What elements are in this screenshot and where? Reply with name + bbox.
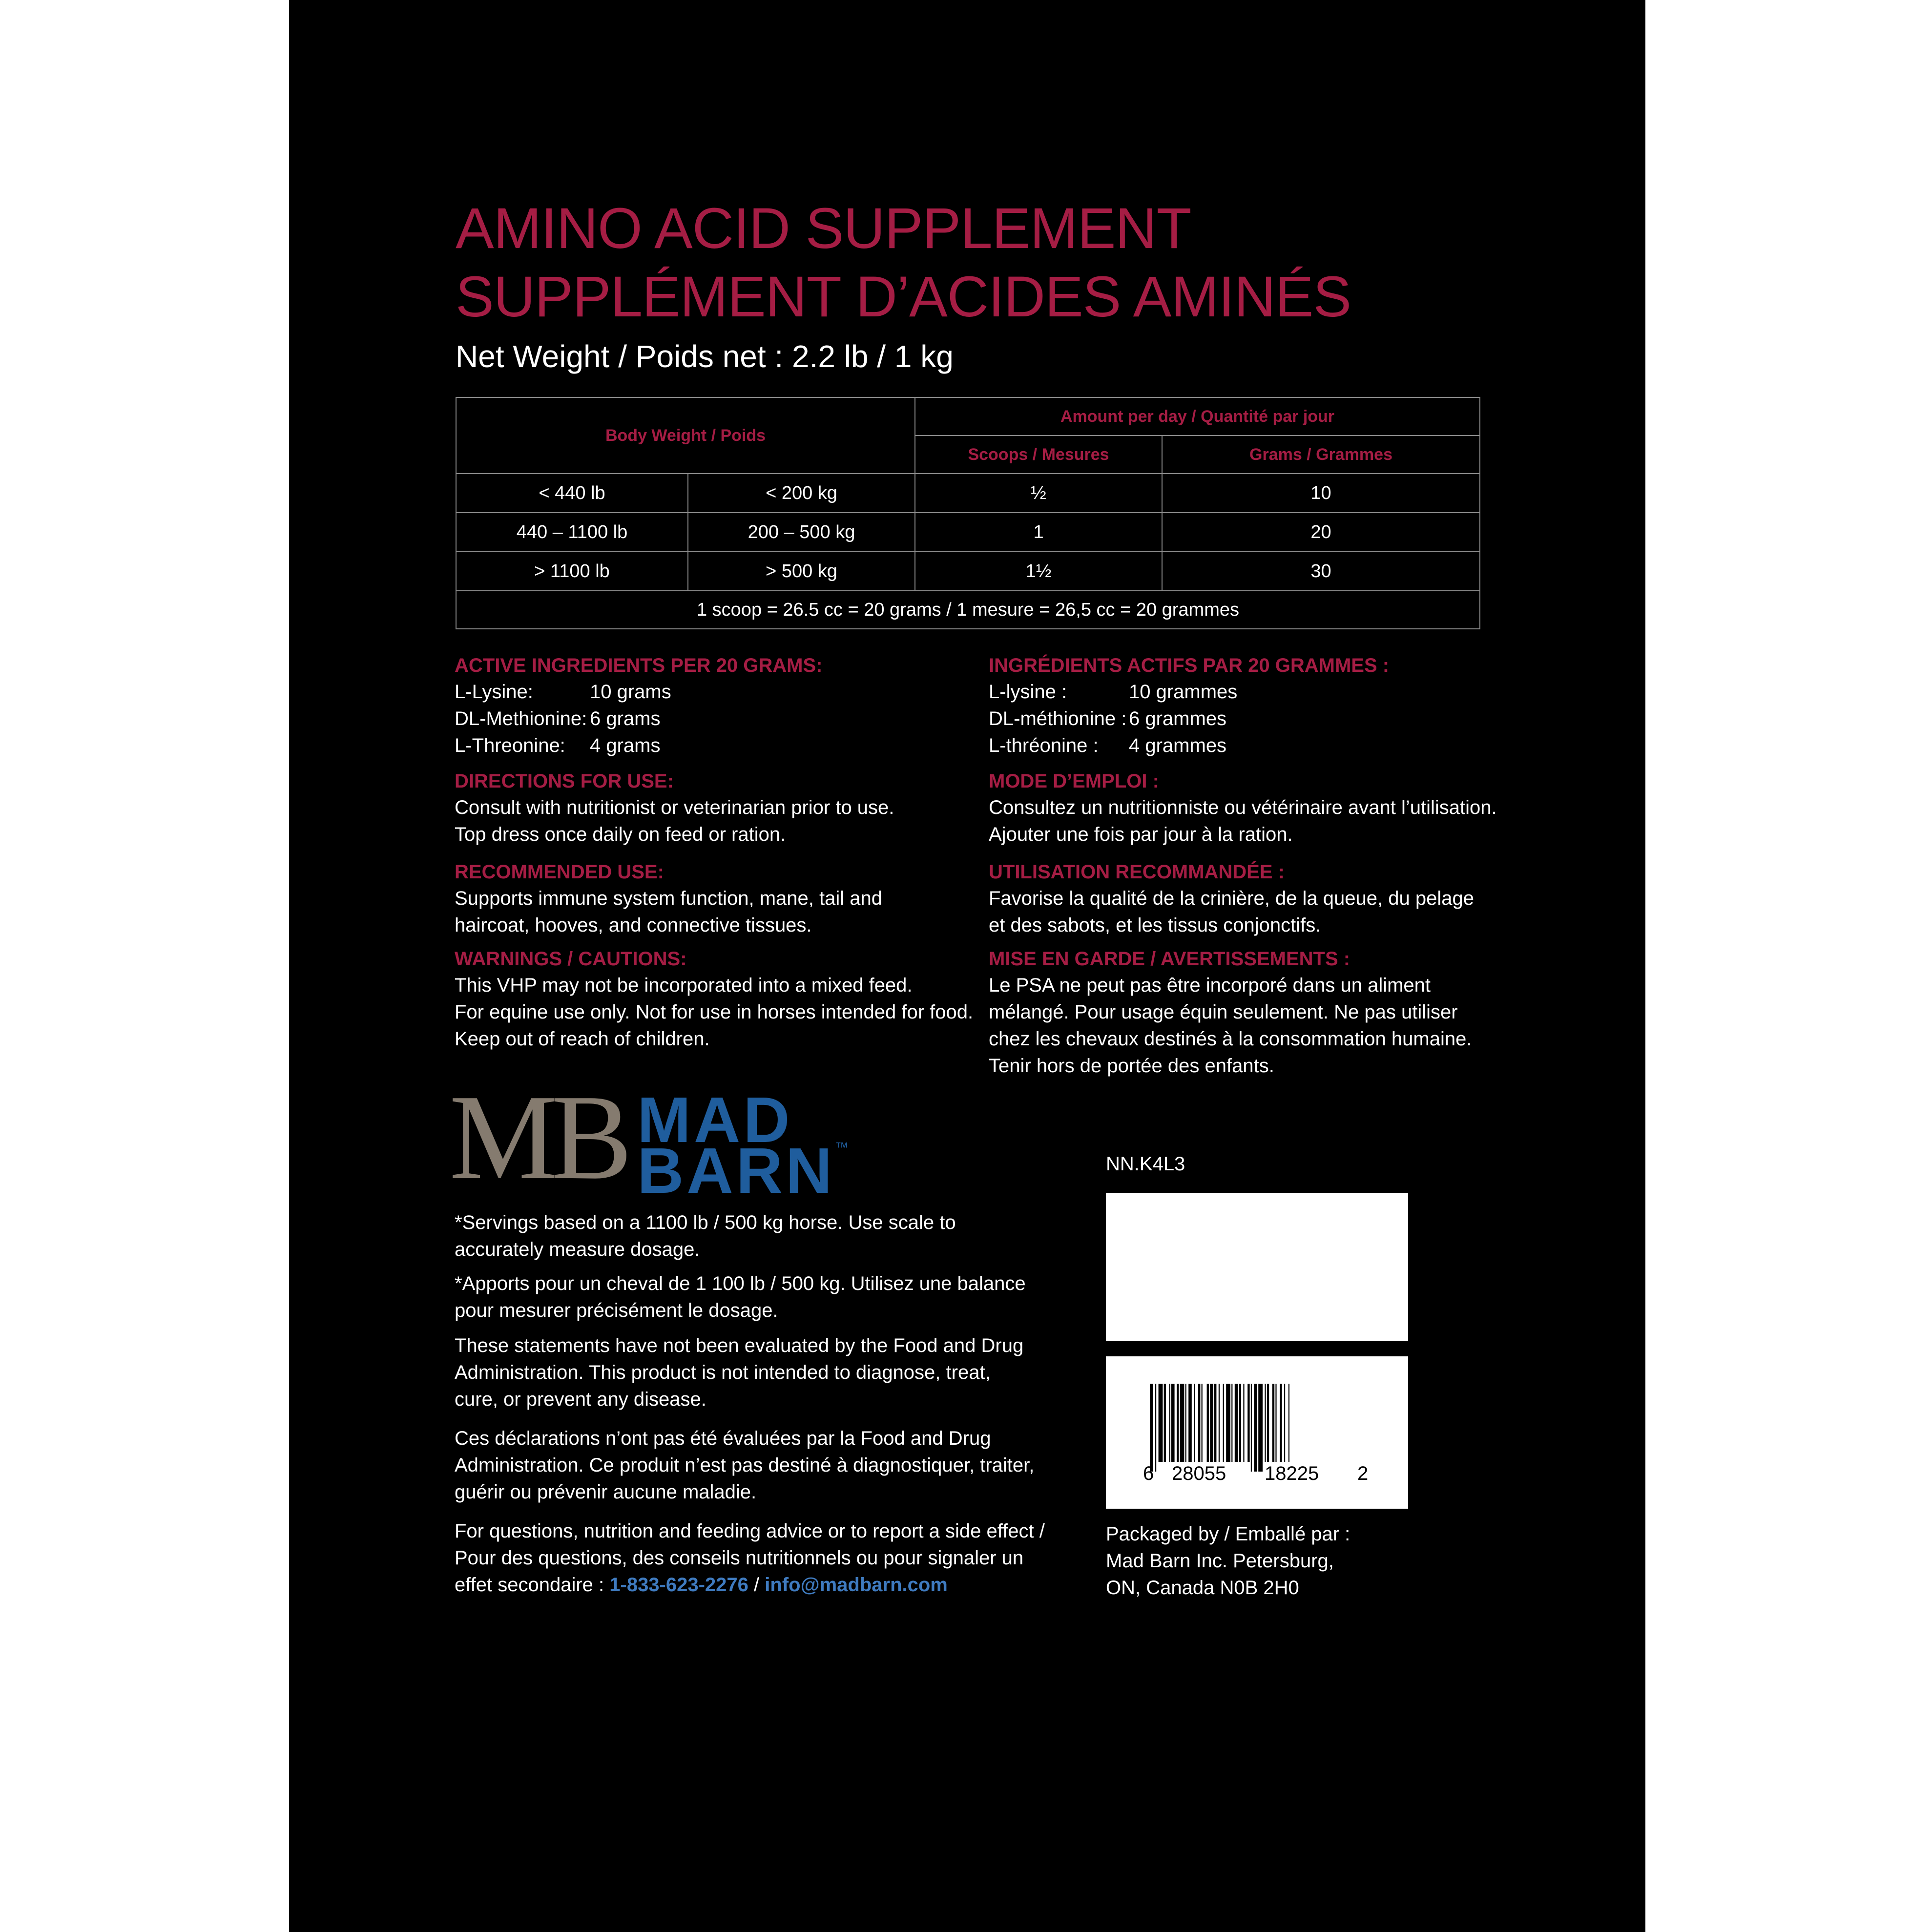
fda-statement-line: Administration. Ce produit n’est pas destiné à diagnostiquer, traiter, <box>455 1454 1035 1476</box>
servings-note-line: *Servings based on a 1100 lb / 500 kg horse. Use scale to <box>455 1212 956 1233</box>
barcode-bar <box>1288 1384 1289 1462</box>
cell-kg: < 200 kg <box>688 474 915 513</box>
barcode-bar <box>1267 1384 1269 1462</box>
barcode-bar <box>1265 1384 1266 1462</box>
fda-statement-line: Administration. This product is not intended to diagnose, treat, <box>455 1362 991 1383</box>
barcode-bar <box>1177 1384 1179 1462</box>
logo-mb-monogram: MB <box>449 1070 626 1205</box>
contact-line: For questions, nutrition and feeding advice or to report a side effect / <box>455 1520 1045 1542</box>
cell-grams: 20 <box>1162 513 1480 552</box>
header-scoops: Scoops / Mesures <box>915 436 1162 474</box>
barcode-bar <box>1214 1384 1216 1462</box>
cell-scoops: 1 <box>915 513 1162 552</box>
warnings-line: mélangé. Pour usage équin seulement. Ne pas utiliser <box>989 1001 1458 1023</box>
net-weight: Net Weight / Poids net : 2.2 lb / 1 kg <box>456 339 954 374</box>
warnings-line: chez les chevaux destinés à la consommation humaine. <box>989 1028 1472 1050</box>
logo-trademark: ™ <box>835 1140 849 1155</box>
cell-kg: > 500 kg <box>688 552 915 591</box>
barcode-bar <box>1164 1384 1166 1462</box>
cell-grams: 10 <box>1162 474 1480 513</box>
product-title-fr: SUPPLÉMENT D’ACIDES AMINÉS <box>456 265 1351 329</box>
cell-lb: 440 – 1100 lb <box>456 513 688 552</box>
fda-statement-line: Ces déclarations n’ont pas été évaluées par la Food and Drug <box>455 1428 991 1449</box>
barcode-bar <box>1219 1384 1220 1462</box>
barcode-bar <box>1243 1384 1244 1462</box>
cell-scoops: ½ <box>915 474 1162 513</box>
cell-scoops: 1½ <box>915 552 1162 591</box>
notes-block <box>455 1209 1045 1599</box>
barcode-bar <box>1272 1384 1274 1462</box>
cell-lb: > 1100 lb <box>456 552 688 591</box>
header-body-weight: Body Weight / Poids <box>456 397 915 474</box>
servings-note-line: *Apports pour un cheval de 1 100 lb / 500 kg. Utilisez une balance <box>455 1273 1026 1294</box>
barcode-bar <box>1194 1384 1195 1462</box>
barcode-bar <box>1169 1384 1170 1462</box>
barcode-bar <box>1239 1384 1241 1462</box>
header-grams: Grams / Grammes <box>1162 436 1480 474</box>
barcode-bar <box>1198 1384 1200 1462</box>
barcode-bar <box>1188 1384 1192 1462</box>
barcode-bar <box>1210 1384 1213 1462</box>
ingredient-row: DL-méthionine : 6 grammes <box>989 708 1227 729</box>
directions-heading-fr: MODE D’EMPLOI : <box>989 770 1159 792</box>
warnings-line: Keep out of reach of children. <box>455 1028 710 1050</box>
barcode-bar <box>1159 1384 1163 1462</box>
fda-statement-line: cure, or prevent any disease. <box>455 1389 706 1410</box>
barcode-bar <box>1185 1384 1186 1462</box>
barcode-bar <box>1251 1384 1252 1472</box>
ingredient-row: L-thréonine : 4 grammes <box>989 735 1227 756</box>
header-amount-per-day: Amount per day / Quantité par jour <box>915 397 1480 436</box>
barcode-digit: 2 <box>1357 1463 1369 1484</box>
recommended-line: et des sabots, et les tissus conjonctifs. <box>989 914 1321 936</box>
directions-heading-en: DIRECTIONS FOR USE: <box>455 770 674 792</box>
barcode-bar <box>1202 1384 1203 1462</box>
recommended-heading-fr: UTILISATION RECOMMANDÉE : <box>989 861 1285 883</box>
barcode-bar <box>1275 1384 1276 1462</box>
contact-line: effet secondaire : 1-833-623-2276 / info@madbarn.com <box>455 1574 948 1596</box>
barcode-bar <box>1150 1384 1153 1472</box>
recommended-line: haircoat, hooves, and connective tissues. <box>455 914 812 936</box>
packaged-line: ON, Canada N0B 2H0 <box>1106 1577 1299 1599</box>
warnings-line: Tenir hors de portée des enfants. <box>989 1055 1274 1077</box>
directions-line: Top dress once daily on feed or ration. <box>455 824 786 845</box>
warnings-line: Le PSA ne peut pas être incorporé dans un aliment <box>989 975 1431 996</box>
nn-code: NN.K4L3 <box>1106 1153 1185 1175</box>
barcode-bar <box>1258 1384 1263 1472</box>
french-column <box>989 652 1497 1080</box>
barcode-bar <box>1280 1384 1282 1462</box>
warnings-line: This VHP may not be incorporated into a mixed feed. <box>455 975 913 996</box>
ingredient-row: DL-Methionine: 6 grams <box>455 708 661 729</box>
email-link[interactable]: info@madbarn.com <box>765 1574 948 1596</box>
barcode-digit: 18225 <box>1265 1463 1319 1484</box>
dosage-table <box>456 397 1480 629</box>
table-footnote: 1 scoop = 26.5 cc = 20 grams / 1 mesure = 26,5 cc = 20 grammes <box>456 591 1480 629</box>
barcode-bar <box>1223 1384 1224 1462</box>
fda-statement-line: guérir ou prévenir aucune maladie. <box>455 1481 757 1503</box>
table-row <box>456 474 1480 513</box>
cell-lb: < 440 lb <box>456 474 688 513</box>
barcode-bar <box>1284 1384 1285 1462</box>
barcode-bar <box>1254 1384 1257 1472</box>
barcode-bar <box>1155 1384 1156 1472</box>
directions-line: Ajouter une fois par jour à la ration. <box>989 824 1293 845</box>
barcode-bar <box>1247 1384 1249 1462</box>
directions-line: Consultez un nutritionniste ou vétérinaire avant l’utilisation. <box>989 797 1497 818</box>
servings-note-line: accurately measure dosage. <box>455 1239 700 1260</box>
recommended-heading-en: RECOMMENDED USE: <box>455 861 664 883</box>
warnings-heading-en: WARNINGS / CAUTIONS: <box>455 948 687 970</box>
blank-label-box <box>1106 1193 1408 1341</box>
servings-note-line: pour mesurer précisément le dosage. <box>455 1300 778 1321</box>
logo-mad: MAD <box>637 1084 793 1156</box>
ingredient-row: L-Lysine: 10 grams <box>455 681 671 703</box>
contact-line: Pour des questions, des conseils nutritionnels ou pour signaler un <box>455 1547 1024 1569</box>
recommended-line: Supports immune system function, mane, tail and <box>455 888 882 909</box>
packaged-line: Mad Barn Inc. Petersburg, <box>1106 1550 1334 1572</box>
barcode-icon <box>1150 1384 1360 1472</box>
active-ingredients-heading-fr: INGRÉDIENTS ACTIFS PAR 20 GRAMMES : <box>989 655 1390 676</box>
table-row <box>456 513 1480 552</box>
fda-statement-line: These statements have not been evaluated by the Food and Drug <box>455 1335 1024 1356</box>
table-row <box>456 552 1480 591</box>
packaged-line: Packaged by / Emballé par : <box>1106 1523 1350 1545</box>
barcode-bar <box>1231 1384 1232 1462</box>
active-ingredients-heading-en: ACTIVE INGREDIENTS PER 20 GRAMS: <box>455 655 823 676</box>
phone-link[interactable]: 1-833-623-2276 <box>609 1574 748 1596</box>
barcode-bar <box>1226 1384 1230 1462</box>
barcode-digit: 6 <box>1143 1463 1154 1484</box>
barcode-bar <box>1235 1384 1238 1462</box>
barcode-bar <box>1207 1384 1209 1462</box>
cell-grams: 30 <box>1162 552 1480 591</box>
barcode-box <box>1106 1356 1408 1509</box>
logo-barn: BARN <box>637 1135 835 1206</box>
directions-line: Consult with nutritionist or veterinarian prior to use. <box>455 797 894 818</box>
cell-kg: 200 – 500 kg <box>688 513 915 552</box>
ingredient-row: L-Threonine: 4 grams <box>455 735 661 756</box>
english-column <box>455 652 973 1053</box>
ingredient-row: L-lysine : 10 grammes <box>989 681 1238 703</box>
barcode-bar <box>1171 1384 1175 1462</box>
barcode-bar <box>1180 1384 1184 1462</box>
barcode-digit: 28055 <box>1172 1463 1226 1484</box>
warnings-heading-fr: MISE EN GARDE / AVERTISSEMENTS : <box>989 948 1350 970</box>
product-title-en: AMINO ACID SUPPLEMENT <box>456 196 1191 261</box>
recommended-line: Favorise la qualité de la crinière, de la queue, du pelage <box>989 888 1474 909</box>
packaged-by-block <box>1106 1521 1350 1601</box>
warnings-line: For equine use only. Not for use in horses intended for food. <box>455 1001 974 1023</box>
